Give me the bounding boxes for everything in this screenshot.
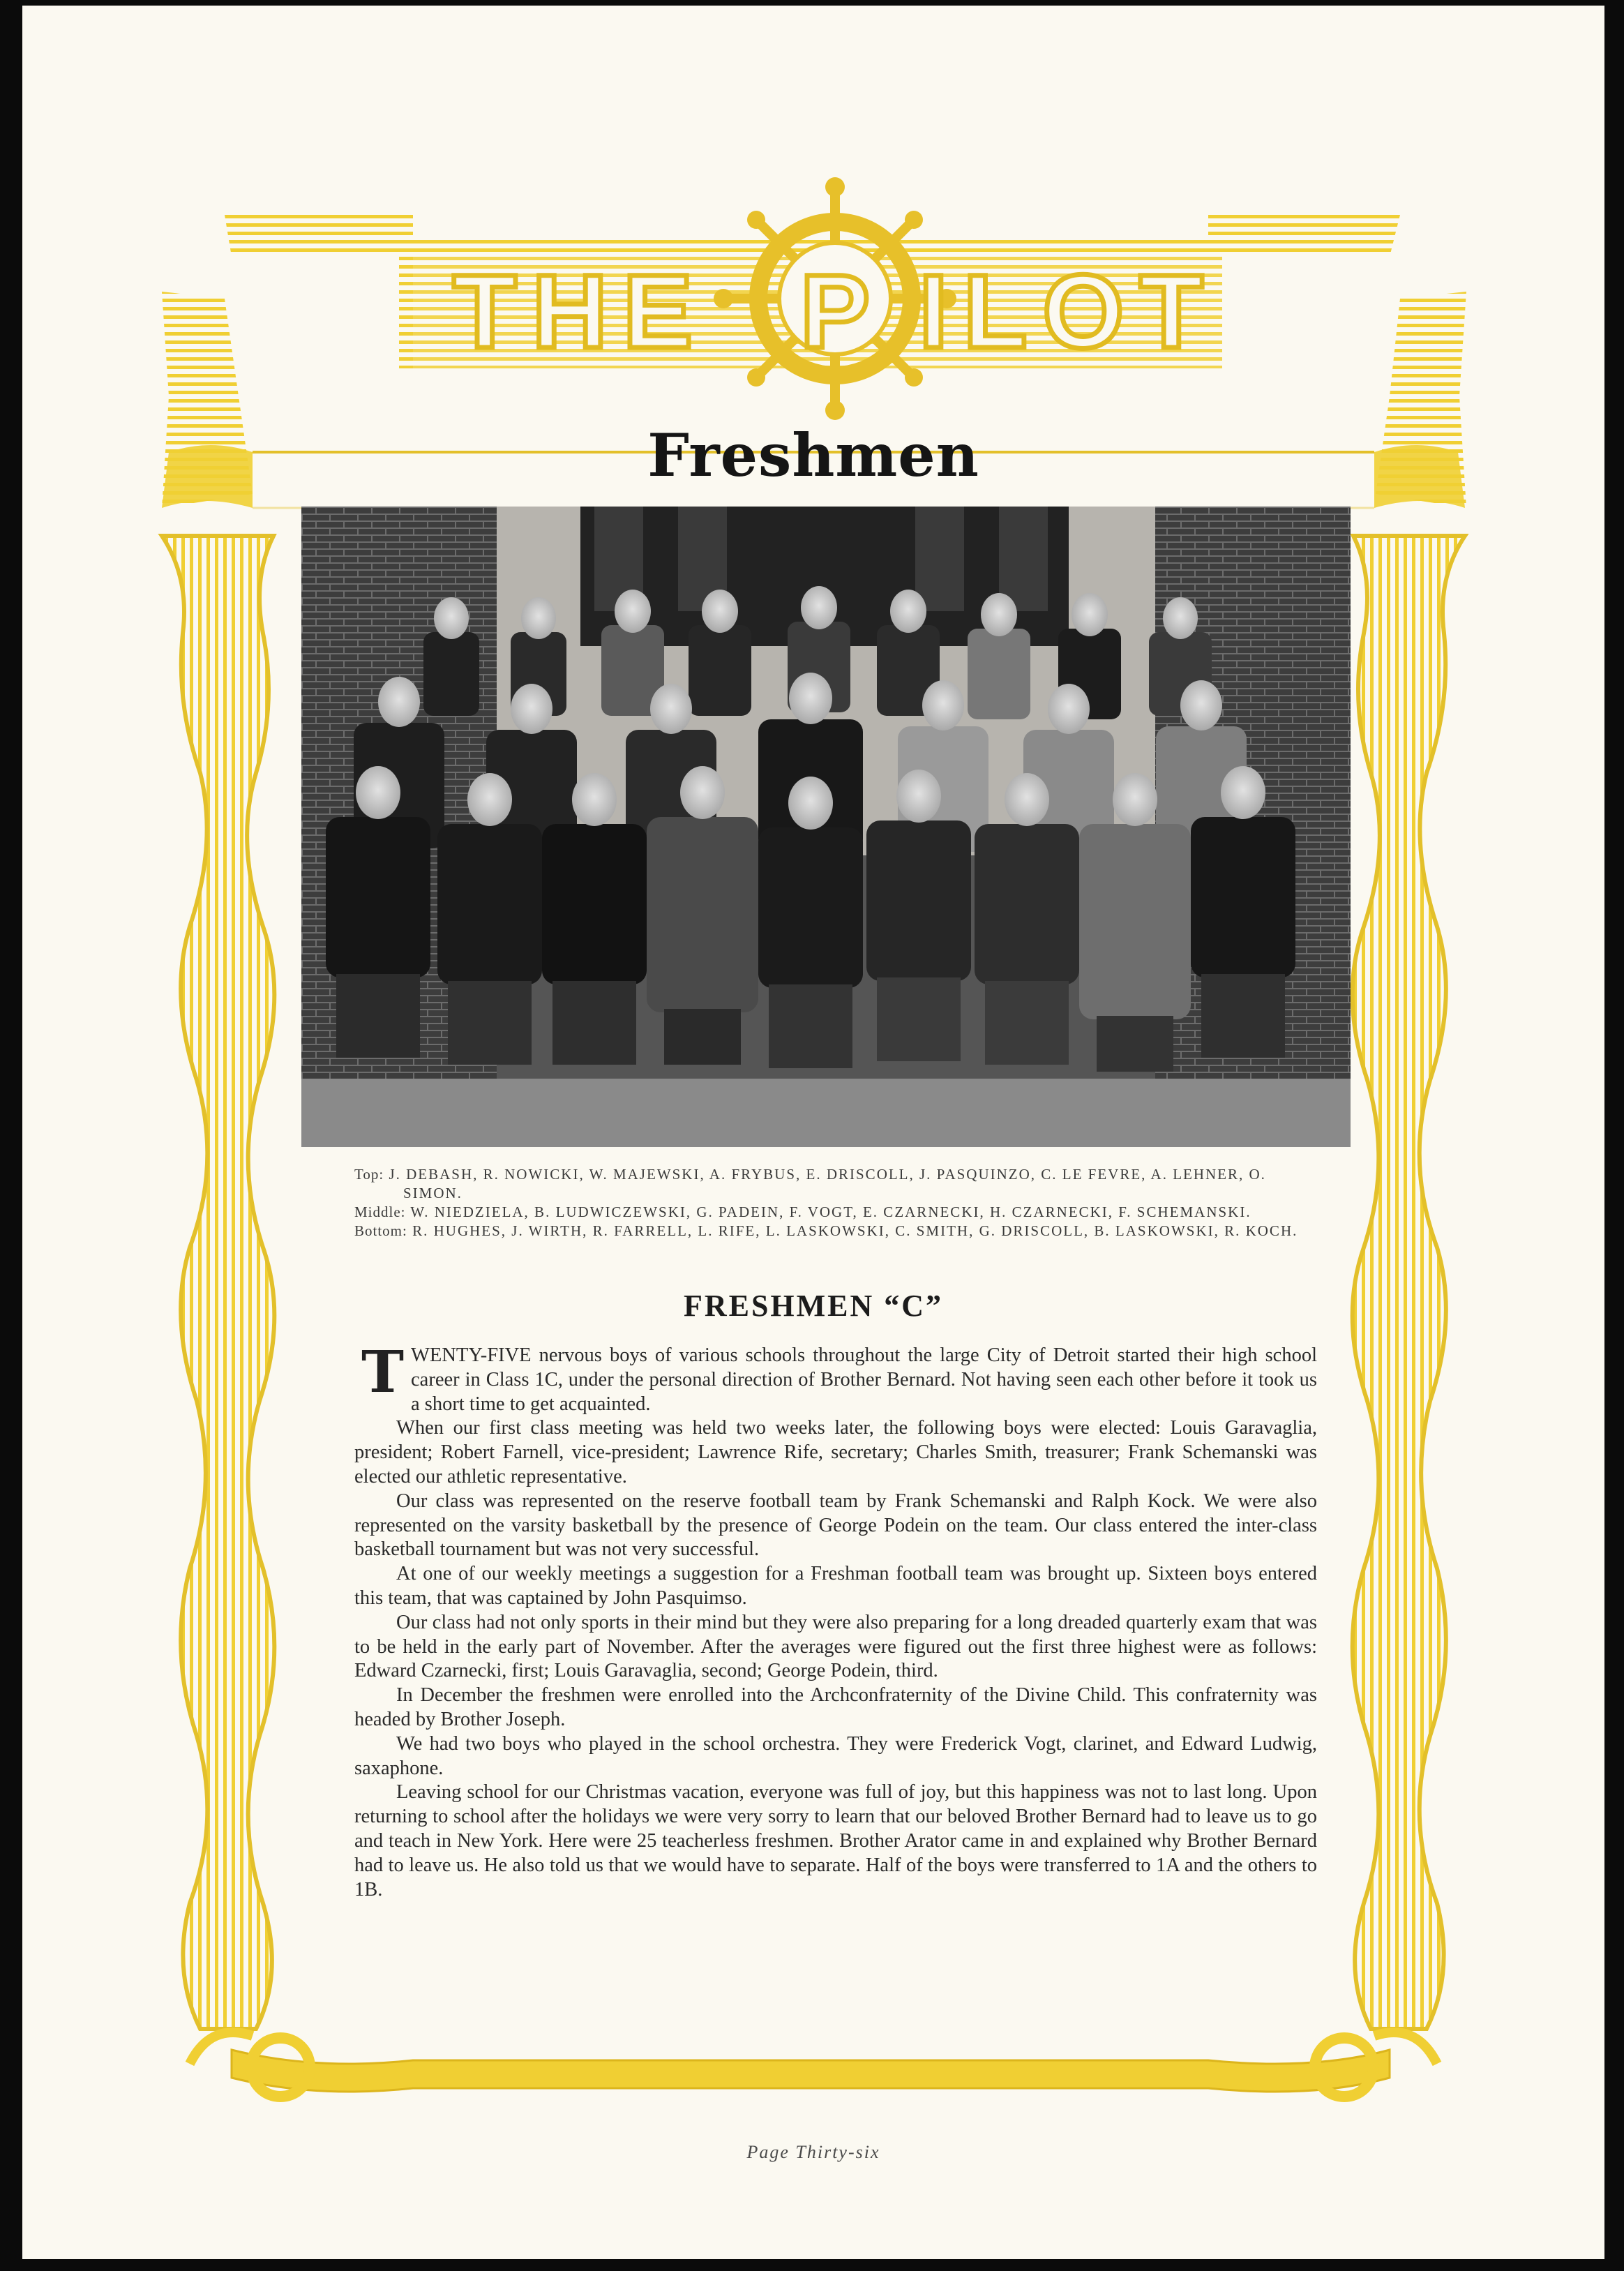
caption-bottom-row: [354, 1222, 1317, 1241]
section-title: Freshmen: [647, 421, 979, 490]
caption-top-names: J. DEBASH, R. NOWICKI, W. MAJEWSKI, A. FRYBUS, E. DRISCOLL, J. PASQUINZO, C. LE FEVRE, A. LEHNER, O. SIMON.: [389, 1166, 1266, 1201]
page-number: Page Thirty-six: [746, 2142, 880, 2162]
article-paragraph: Leaving school for our Christmas vacation, everyone was full of joy, but this happiness was not to last long. Upon returning to school after the holidays we were very sorry to learn that our beloved Brother Bernard had to leave us to go and teach in New York. Here were 25 teacherless freshmen. Brother Arator came in and explained why Brother Bernard had to leave us. He also told us that we would have to separate. Half of the boys were transferred to 1A and the others to 1B.: [354, 1781, 1317, 1901]
caption-bottom-names: R. HUGHES, J. WIRTH, R. FARRELL, L. RIFE, L. LASKOWSKI, C. SMITH, G. DRISCOLL, B. LASKOWSKI, R. KOCH.: [412, 1222, 1298, 1239]
article-paragraph: TWENTY-FIVE nervous boys of various schools throughout the large City of Detroit started their high school career in Class 1C, under the personal direction of Brother Bernard. Not having seen each other before it took us a short time to get acquainted.: [361, 1339, 1317, 1415]
article-paragraph: Our class was represented on the reserve football team by Frank Schemanski and Ralph Kock. We were also represented on the varsity basketball by the presence of George Podein on the team. Our class entered the inter-class basketball tournament but was not very successful.: [354, 1490, 1317, 1561]
left-pillar: [162, 536, 274, 2029]
caption-middle-row: [354, 1203, 1317, 1222]
title-ilot: ILOT: [919, 253, 1219, 370]
article-paragraph: In December the freshmen were enrolled into the Archconfraternity of the Divine Child. This confraternity was headed by Brother Joseph.: [354, 1684, 1317, 1730]
article-body: [354, 1339, 1317, 1902]
right-pillar: [1353, 536, 1465, 2029]
article-paragraph: When our first class meeting was held two weeks later, the following boys were elected: Louis Garavaglia, president; Robert Farnell, vice-president; Lawrence Rife, secretary; Charles Smith, treasurer; Frank Schemanski was elected our athletic representative.: [354, 1417, 1317, 1487]
bottom-scroll: [232, 2050, 1390, 2092]
article-heading: FRESHMEN “C”: [683, 1289, 944, 1323]
drop-cap: T: [361, 1339, 405, 1406]
article-paragraph: We had two boys who played in the school orchestra. They were Frederick Vogt, clarinet, and Edward Ludwig, saxaphone.: [354, 1732, 1317, 1779]
class-group-photo: [301, 507, 1351, 1147]
caption-bottom-label: Bottom:: [354, 1222, 407, 1239]
caption-middle-label: Middle:: [354, 1204, 406, 1220]
article-paragraph: At one of our weekly meetings a suggestion for a Freshman football team was brought up. Sixteen boys entered this team, that was captained by John Pasquimso.: [354, 1563, 1317, 1609]
yearbook-page: [22, 6, 1604, 2259]
title-initial: P: [799, 253, 871, 370]
caption-middle-names: W. NIEDZIELA, B. LUDWICZEWSKI, G. PADEIN, F. VOGT, E. CZARNECKI, H. CZARNECKI, F. SCHEMANSKI.: [410, 1204, 1251, 1220]
title-the: THE: [453, 253, 708, 370]
caption-top-row: [354, 1165, 1317, 1203]
photo-caption: [354, 1165, 1317, 1241]
article-paragraph: Our class had not only sports in their mind but they were also preparing for a long dreaded quarterly exam that was to be held in the early part of November. After the averages were figured out the first three highest were as follows: Edward Czarnecki, first; Louis Garavaglia, second; George Podein, third.: [354, 1611, 1317, 1682]
caption-top-label: Top:: [354, 1166, 384, 1183]
